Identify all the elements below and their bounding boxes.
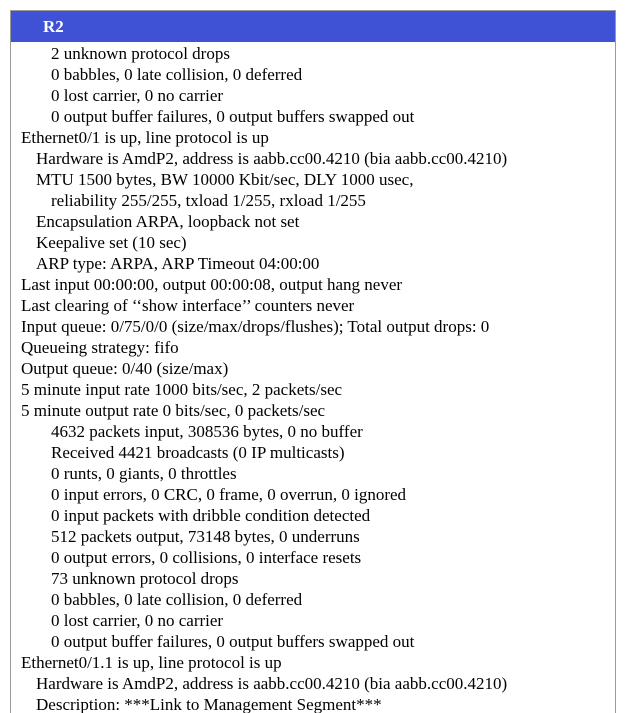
console-line: 2 unknown protocol drops	[51, 44, 230, 63]
console-line: Output queue: 0/40 (size/max)	[21, 359, 229, 378]
console-line: 5 minute input rate 1000 bits/sec, 2 packets/sec	[21, 380, 343, 399]
window-title: R2	[11, 11, 615, 42]
console-line: Encapsulation ARPA, loopback not set	[36, 212, 300, 231]
console-line: 0 babbles, 0 late collision, 0 deferred	[51, 590, 303, 609]
console-line: Input queue: 0/75/0/0 (size/max/drops/flushes); Total output drops: 0	[21, 317, 490, 336]
console-line: Description: ***Link to Management Segment***	[36, 695, 382, 713]
console-line: 4632 packets input, 308536 bytes, 0 no buffer	[51, 422, 363, 441]
console-line: Hardware is AmdP2, address is aabb.cc00.4210 (bia aabb.cc00.4210)	[36, 674, 508, 693]
console-line: Ethernet0/1 is up, line protocol is up	[21, 128, 269, 147]
console-line: 0 runts, 0 giants, 0 throttles	[51, 464, 237, 483]
console-line: ARP type: ARPA, ARP Timeout 04:00:00	[36, 254, 320, 273]
console-line: 0 input packets with dribble condition detected	[51, 506, 371, 525]
console-output	[11, 42, 615, 713]
console-line: Queueing strategy: fifo	[21, 338, 179, 357]
terminal-window	[10, 10, 616, 713]
console-line: 0 input errors, 0 CRC, 0 frame, 0 overrun, 0 ignored	[51, 485, 407, 504]
console-line: 73 unknown protocol drops	[51, 569, 239, 588]
console-line: Last clearing of ‘‘show interface’’ counters never	[21, 296, 355, 315]
console-line: Hardware is AmdP2, address is aabb.cc00.4210 (bia aabb.cc00.4210)	[36, 149, 508, 168]
console-line: 512 packets output, 73148 bytes, 0 underruns	[51, 527, 360, 546]
console-line: 0 lost carrier, 0 no carrier	[51, 611, 224, 630]
console-line: Received 4421 broadcasts (0 IP multicasts)	[51, 443, 345, 462]
console-line: 0 lost carrier, 0 no carrier	[51, 86, 224, 105]
console-line: 0 output buffer failures, 0 output buffers swapped out	[51, 107, 415, 126]
console-line: Last input 00:00:00, output 00:00:08, output hang never	[21, 275, 403, 294]
console-line: 5 minute output rate 0 bits/sec, 0 packets/sec	[21, 401, 326, 420]
console-line: 0 output buffer failures, 0 output buffers swapped out	[51, 632, 415, 651]
console-line: Keepalive set (10 sec)	[36, 233, 187, 252]
console-line: Ethernet0/1.1 is up, line protocol is up	[21, 653, 282, 672]
console-line: 0 babbles, 0 late collision, 0 deferred	[51, 65, 303, 84]
console-line: MTU 1500 bytes, BW 10000 Kbit/sec, DLY 1000 usec,	[36, 170, 414, 189]
console-line: 0 output errors, 0 collisions, 0 interface resets	[51, 548, 362, 567]
console-line: reliability 255/255, txload 1/255, rxload 1/255	[51, 191, 366, 210]
